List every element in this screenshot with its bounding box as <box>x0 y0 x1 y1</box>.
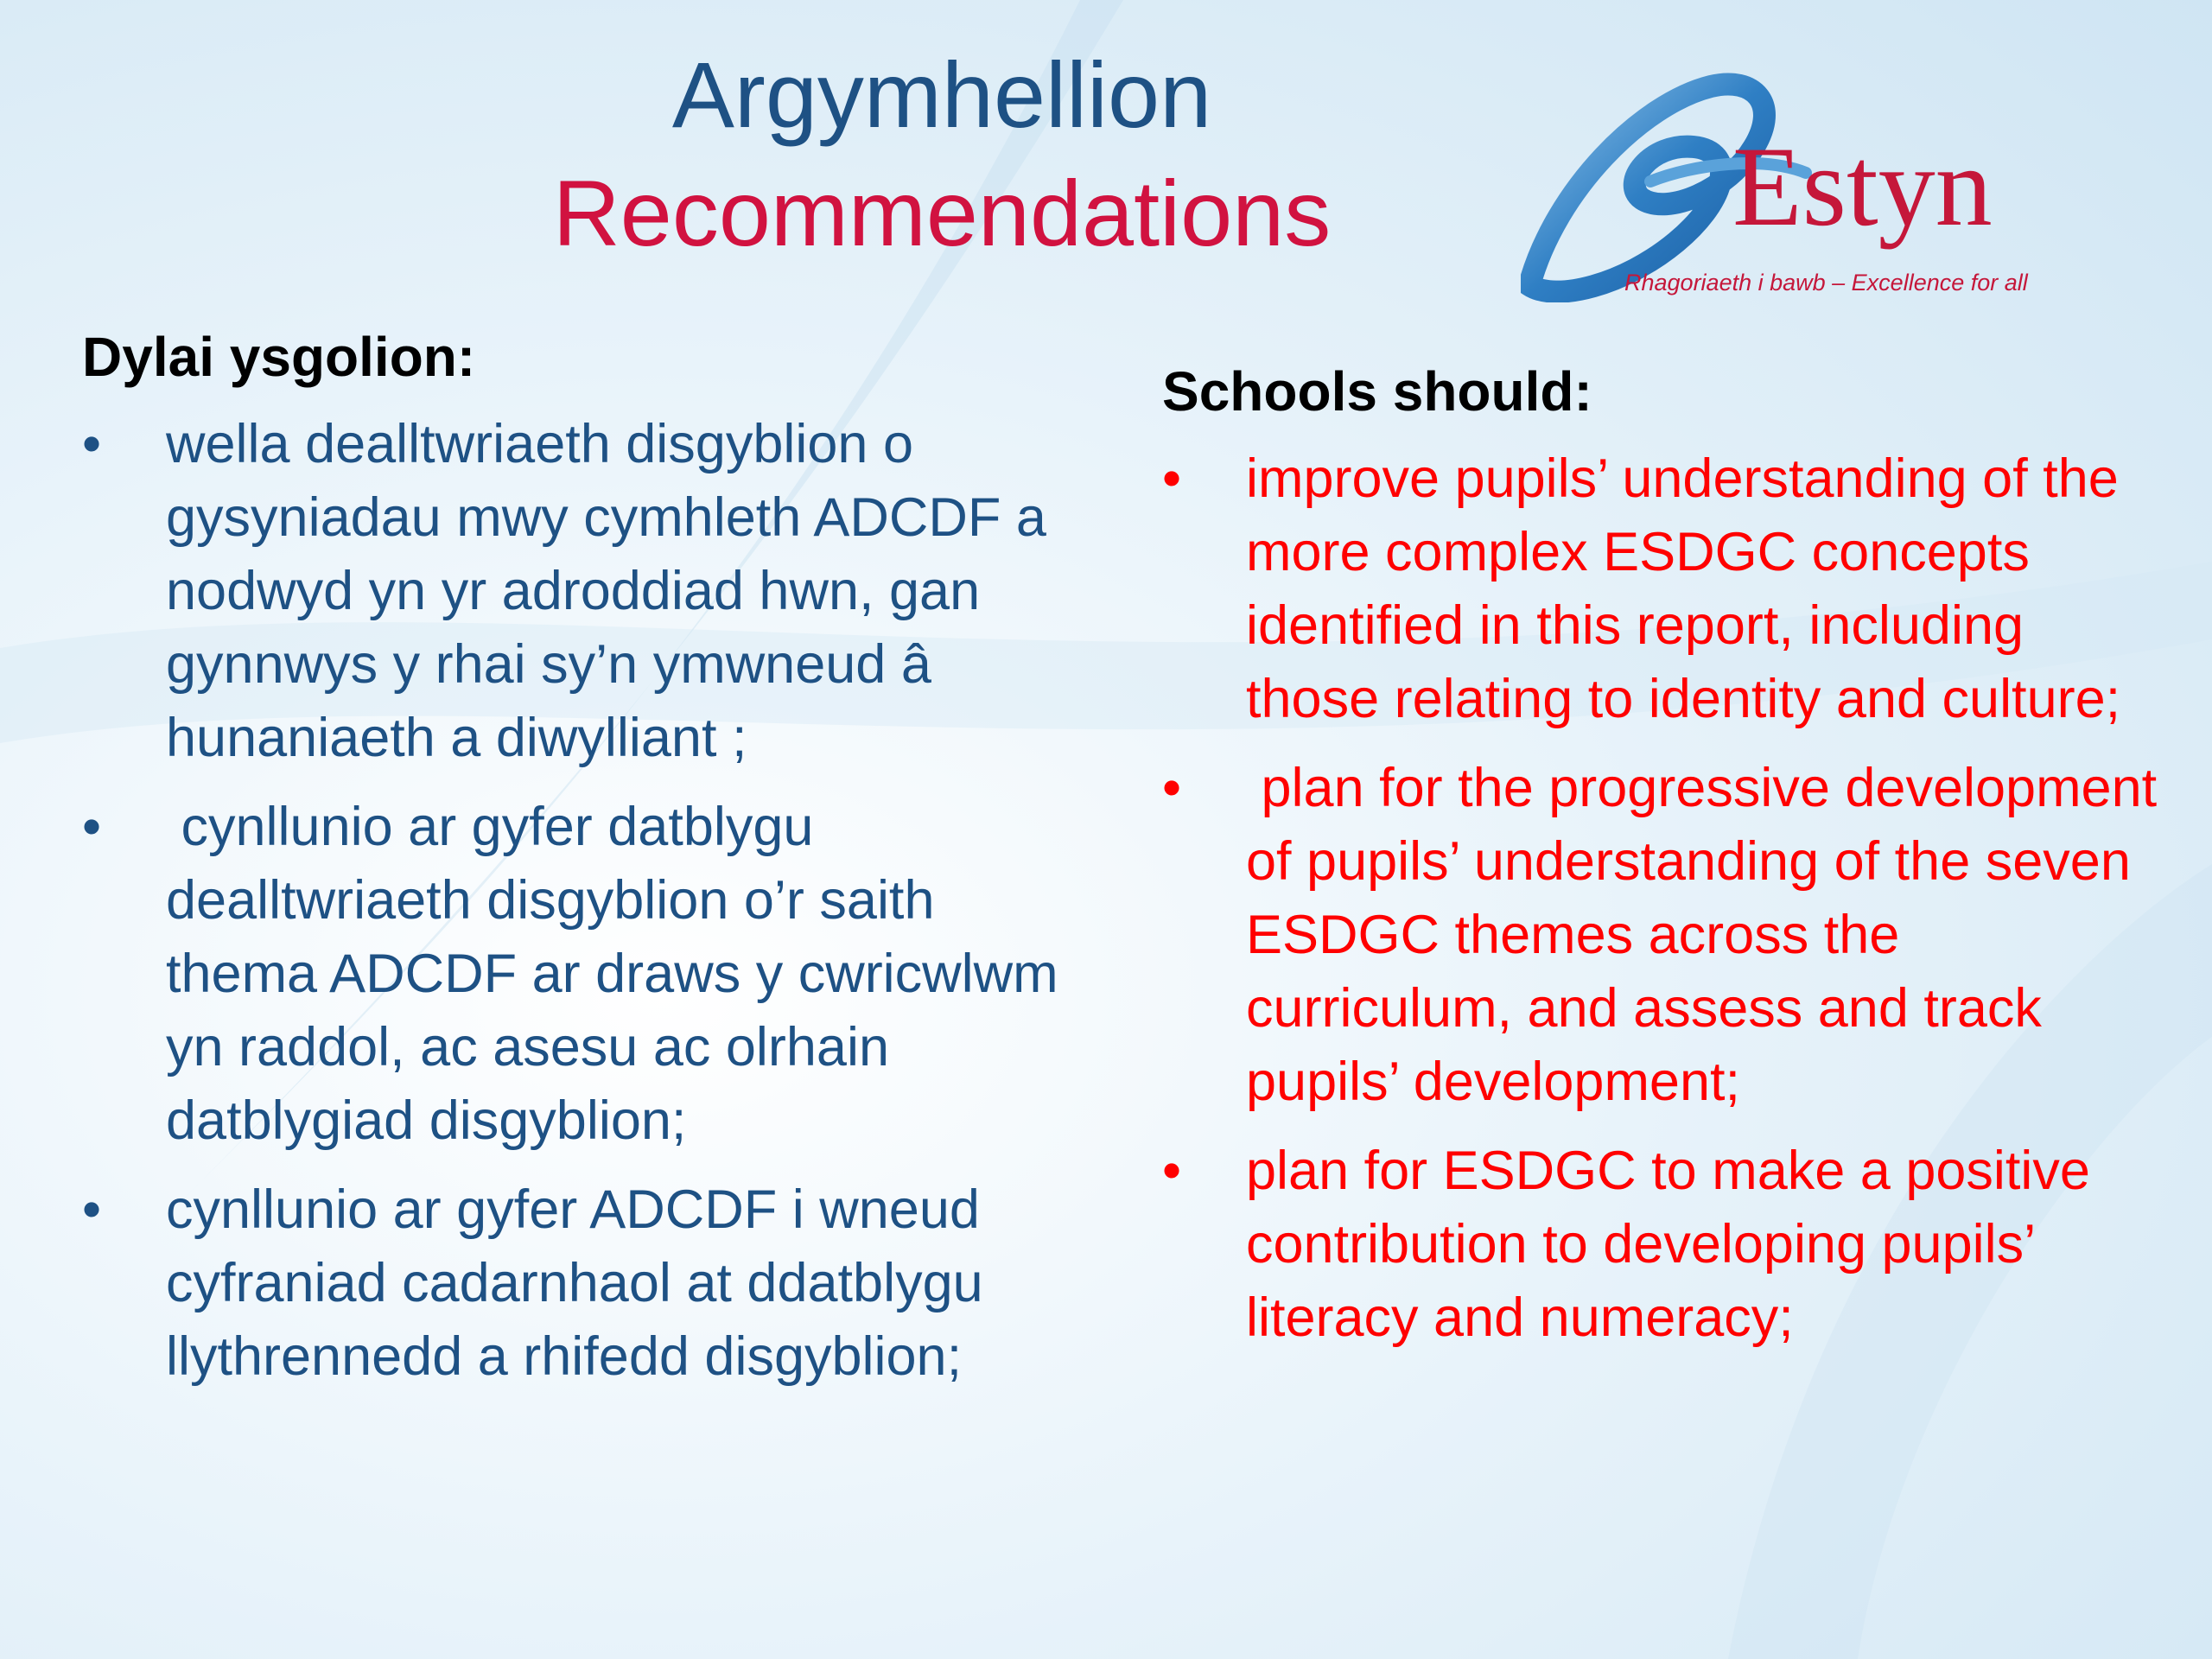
estyn-logo-tagline: Rhagoriaeth i bawb – Excellence for all <box>1624 270 2028 296</box>
english-recommendations-column <box>1162 359 2172 1370</box>
list-item <box>1162 1135 2164 1355</box>
list-item-text: cynllunio ar gyfer ADCDF i wneud cyfraniad cadarnhaol at ddatblygu llythrennedd a rhifedd disgyblion; <box>166 1179 983 1387</box>
english-recommendations-list <box>1162 442 2172 1355</box>
list-item <box>82 408 1076 775</box>
list-item <box>82 791 1076 1158</box>
welsh-recommendations-list <box>82 408 1076 1394</box>
page-title-welsh: Argymhellion <box>671 42 1212 147</box>
list-item-text: wella dealltwriaeth disgyblion o gysyniadau mwy cymhleth ADCDF a nodwyd yn yr adroddiad hwn, gan gynnwys y rhai sy’n ymwneud â hunaniaeth a diwylliant ; <box>166 413 1046 768</box>
bullet-icon: • <box>82 413 102 474</box>
bullet-icon: • <box>1162 757 1182 818</box>
list-item <box>1162 752 2172 1119</box>
page-title-english: Recommendations <box>552 161 1332 265</box>
list-item-text: cynllunio ar gyfer datblygu dealltwriaeth disgyblion o’r saith thema ADCDF ar draws y cwricwlwm yn raddol, ac asesu ac olrhain datblygiad disgyblion; <box>166 796 1074 1151</box>
welsh-recommendations-column <box>82 324 1076 1409</box>
list-item-text: improve pupils’ understanding of the more complex ESDGC concepts identified in this report, including those relating to identity and culture; <box>1246 448 2121 729</box>
bullet-icon: • <box>82 1179 102 1240</box>
list-item-text: plan for the progressive development of pupils’ understanding of the seven ESDGC themes across the curriculum, and assess and track pupils’ development; <box>1246 757 2172 1112</box>
list-item <box>82 1173 1076 1394</box>
bullet-icon: • <box>1162 1140 1182 1201</box>
welsh-heading: Dylai ysgolion: <box>82 326 476 388</box>
list-item <box>1162 442 2164 736</box>
list-item-text: plan for ESDGC to make a positive contribution to developing pupils’ literacy and numeracy; <box>1246 1140 2090 1348</box>
estyn-logo-text: Estyn <box>1732 123 1993 250</box>
english-heading: Schools should: <box>1162 360 1592 423</box>
bullet-icon: • <box>82 796 102 857</box>
bullet-icon: • <box>1162 448 1182 509</box>
